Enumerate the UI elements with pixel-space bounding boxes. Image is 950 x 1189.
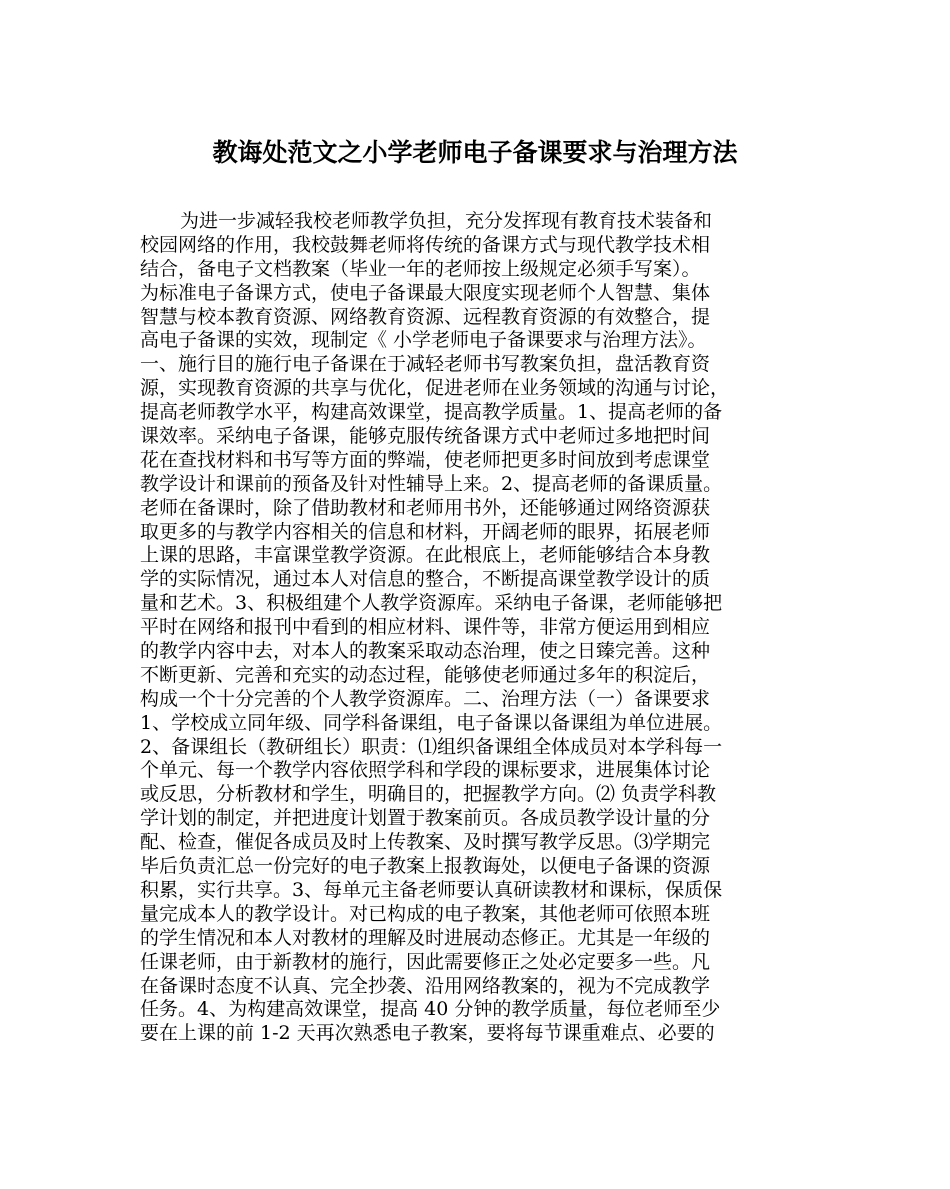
body-line: 花在查找材料和书写等方面的弊端，使老师把更多时间放到考虑课堂: [140, 448, 711, 471]
body-line: 上课的思路，丰富课堂教学资源。在此根底上，老师能够结合本身教: [140, 544, 711, 567]
body-line: 课效率。采纳电子备课，能够克服传统备课方式中老师过多地把时间: [140, 425, 711, 448]
body-line: 学的实际情况，通过本人对信息的整合，不断提高课堂教学设计的质: [140, 568, 711, 591]
body-line: 提高老师教学水平，构建高效课堂，提高教学质量。1、提高老师的备: [140, 401, 723, 424]
body-line: 1、学校成立同年级、同学科备课组，电子备课以备课组为单位进展。: [140, 711, 723, 734]
body-line: 构成一个十分完善的个人教学资源库。二、治理方法（一）备课要求: [140, 687, 711, 710]
body-line: 取更多的与教学内容相关的信息和材料，开阔老师的眼界，拓展老师: [140, 520, 711, 543]
body-line: 任课老师，由于新教材的施行，因此需要修正之处必定要多一些。凡: [140, 950, 711, 973]
body-line: 平时在网络和报刊中看到的相应材料、课件等，非常方便运用到相应: [140, 616, 711, 639]
body-line: 一、施行目的施行电子备课在于减轻老师书写教案负担，盘活教育资: [140, 353, 711, 376]
body-line: 在备课时态度不认真、完全抄袭、沿用网络教案的，视为不完成教学: [140, 974, 711, 997]
body-line: 毕后负责汇总一份完好的电子教案上报教诲处，以便电子备课的资源: [140, 855, 711, 878]
body-line: 高电子备课的实效，现制定《 小学老师电子备课要求与治理方法》。: [140, 329, 707, 352]
body-line: 校园网络的作用，我校鼓舞老师将传统的备课方式与现代教学技术相: [140, 233, 711, 256]
body-line: 2、备课组长（教研组长）职责：⑴组织备课组全体成员对本学科每一: [140, 735, 723, 758]
body-line: 量完成本人的教学设计。对已构成的电子教案，其他老师可依照本班: [140, 902, 711, 925]
body-line: 结合，备电子文档教案（毕业一年的老师按上级规定必须手写案）。: [140, 257, 701, 280]
body-line: 任务。4、为构建高效课堂，提高 40 分钟的教学质量，每位老师至少: [140, 998, 721, 1021]
body-line: 智慧与校本教育资源、网络教育资源、远程教育资源的有效整合，提: [140, 305, 711, 328]
body-line: 源，实现教育资源的共享与优化，促进老师在业务领域的沟通与讨论，: [140, 377, 730, 400]
body-line: 教学设计和课前的预备及针对性辅导上来。2、提高老师的备课质量。: [140, 472, 723, 495]
body-line: 为标准电子备课方式，使电子备课最大限度实现老师个人智慧、集体: [140, 281, 711, 304]
body-line: 的学生情况和本人对教材的理解及时进展动态修正。尤其是一年级的: [140, 926, 711, 949]
body-line: 配、检查，催促各成员及时上传教案、及时撰写教学反思。⑶学期完: [140, 831, 711, 854]
body-line: 个单元、每一个教学内容依照学科和学段的课标要求，进展集体讨论: [140, 759, 711, 782]
body-line: 要在上课的前 1-2 天再次熟悉电子教案，要将每节课重难点、必要的: [140, 1022, 715, 1045]
body-line: 或反思，分析教材和学生，明确目的，把握教学方向。⑵ 负责学科教: [140, 783, 717, 806]
body-line: 的教学内容中去，对本人的教案采取动态治理，使之日臻完善。这种: [140, 640, 711, 663]
body-line: 积累，实行共享。3、每单元主备老师要认真研读教材和课标，保质保: [140, 878, 723, 901]
body-line: 量和艺术。3、积极组建个人教学资源库。采纳电子备课，老师能够把: [140, 592, 723, 615]
body-line: 老师在备课时，除了借助教材和老师用书外，还能够通过网络资源获: [140, 496, 711, 519]
body-line: 为进一步减轻我校老师教学负担，充分发挥现有教育技术装备和: [180, 210, 713, 232]
document-title: 教诲处范文之小学老师电子备课要求与治理方法: [212, 138, 738, 167]
body-line: 不断更新、完善和充实的动态过程，能够使老师通过多年的积淀后，: [140, 663, 711, 686]
document-body: [140, 210, 812, 1046]
body-line: 学计划的制定，并把进度计划置于教案前页。各成员教学设计量的分: [140, 807, 711, 830]
